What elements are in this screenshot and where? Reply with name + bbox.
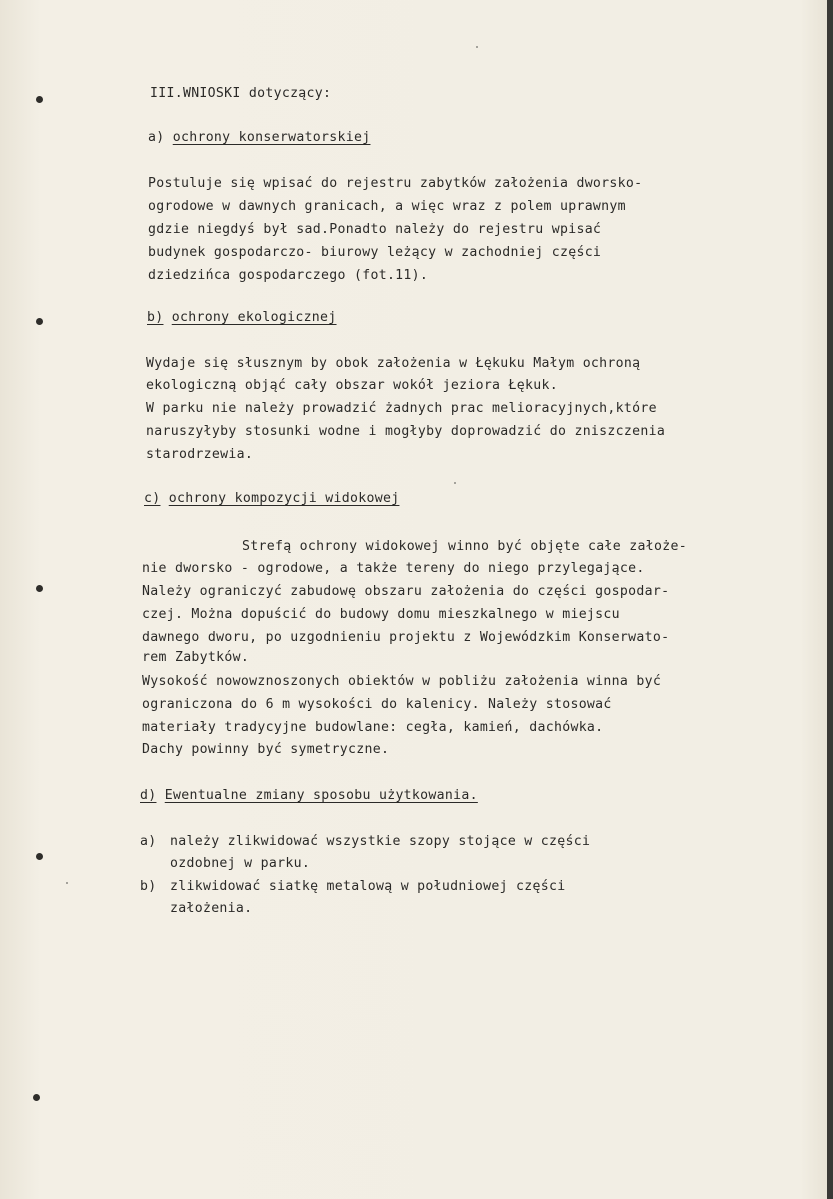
section-d-item-line: założenia.: [170, 901, 253, 916]
section-a-title: ochrony konserwatorskiej: [172, 130, 371, 145]
section-a-header: [148, 130, 370, 146]
section-d-item-marker: b): [140, 879, 157, 894]
section-d-title: Ewentualne zmiany sposobu użytkowania.: [164, 788, 478, 803]
section-heading: III.WNIOSKI dotyczący:: [150, 86, 332, 101]
section-a-line: budynek gospodarczo- biurowy leżący w zachodniej części: [148, 245, 602, 260]
section-b-title: ochrony ekologicznej: [171, 310, 337, 325]
section-c-line: Dachy powinny być symetryczne.: [142, 742, 390, 757]
section-a-line: Postuluje się wpisać do rejestru zabytków założenia dworsko-: [148, 176, 643, 191]
section-a-line: dziedzińca gospodarczego (fot.11).: [148, 268, 429, 283]
section-a-marker: a): [148, 130, 165, 145]
section-c-line: ograniczona do 6 m wysokości do kalenicy. Należy stosować: [142, 697, 612, 712]
page-edge-shadow: [827, 0, 833, 1199]
section-b-line: Wydaje się słusznym by obok założenia w Łękuku Małym ochroną: [146, 356, 641, 371]
section-d-item-line: ozdobnej w parku.: [170, 856, 311, 871]
section-a-line: ogrodowe w dawnych granicach, a więc wraz z polem uprawnym: [148, 199, 626, 214]
section-d-item-line: zlikwidować siatkę metalową w południowej części: [170, 879, 566, 894]
paper-speck: [476, 46, 478, 48]
paper-speck: [454, 482, 456, 484]
section-d-item-marker: a): [140, 834, 157, 849]
section-b-line: starodrzewia.: [146, 447, 254, 462]
binder-hole-mark: [36, 853, 43, 860]
section-a-line: gdzie niegdyś był sad.Ponadto należy do rejestru wpisać: [148, 222, 602, 237]
section-c-marker: c): [144, 491, 161, 506]
section-d-header: [140, 788, 478, 804]
section-c-line: nie dworsko - ogrodowe, a także tereny do niego przylegające.: [142, 561, 645, 576]
paper-speck: [66, 882, 68, 884]
section-b-marker: b): [147, 310, 164, 325]
section-c-title: ochrony kompozycji widokowej: [168, 491, 400, 506]
section-c-line: dawnego dworu, po uzgodnieniu projektu z Wojewódzkim Konserwato-: [142, 630, 670, 645]
binder-hole-mark: [36, 96, 43, 103]
section-d-marker: d): [140, 788, 157, 803]
binder-hole-mark: [33, 1094, 40, 1101]
section-b-header: [147, 310, 337, 326]
section-c-line: materiały tradycyjne budowlane: cegła, kamień, dachówka.: [142, 720, 604, 735]
section-c-line: czej. Można dopuścić do budowy domu mieszkalnego w miejscu: [142, 607, 620, 622]
section-b-line: naruszyłyby stosunki wodne i mogłyby doprowadzić do zniszczenia: [146, 424, 666, 439]
section-c-line: Wysokość nowowznoszonych obiektów w pobliżu założenia winna być: [142, 674, 662, 689]
binder-hole-mark: [36, 585, 43, 592]
section-d-item-line: należy zlikwidować wszystkie szopy stojące w części: [170, 834, 591, 849]
binder-hole-mark: [36, 318, 43, 325]
section-c-line: Należy ograniczyć zabudowę obszaru założenia do części gospodar-: [142, 584, 670, 599]
section-b-line: ekologiczną objąć cały obszar wokół jeziora Łękuk.: [146, 378, 558, 393]
section-b-line: W parku nie należy prowadzić żadnych prac melioracyjnych,które: [146, 401, 657, 416]
section-c-header: [144, 491, 399, 507]
section-c-line: rem Zabytków.: [142, 650, 250, 665]
section-c-line: Strefą ochrony widokowej winno być objęte całe założe-: [242, 539, 687, 554]
